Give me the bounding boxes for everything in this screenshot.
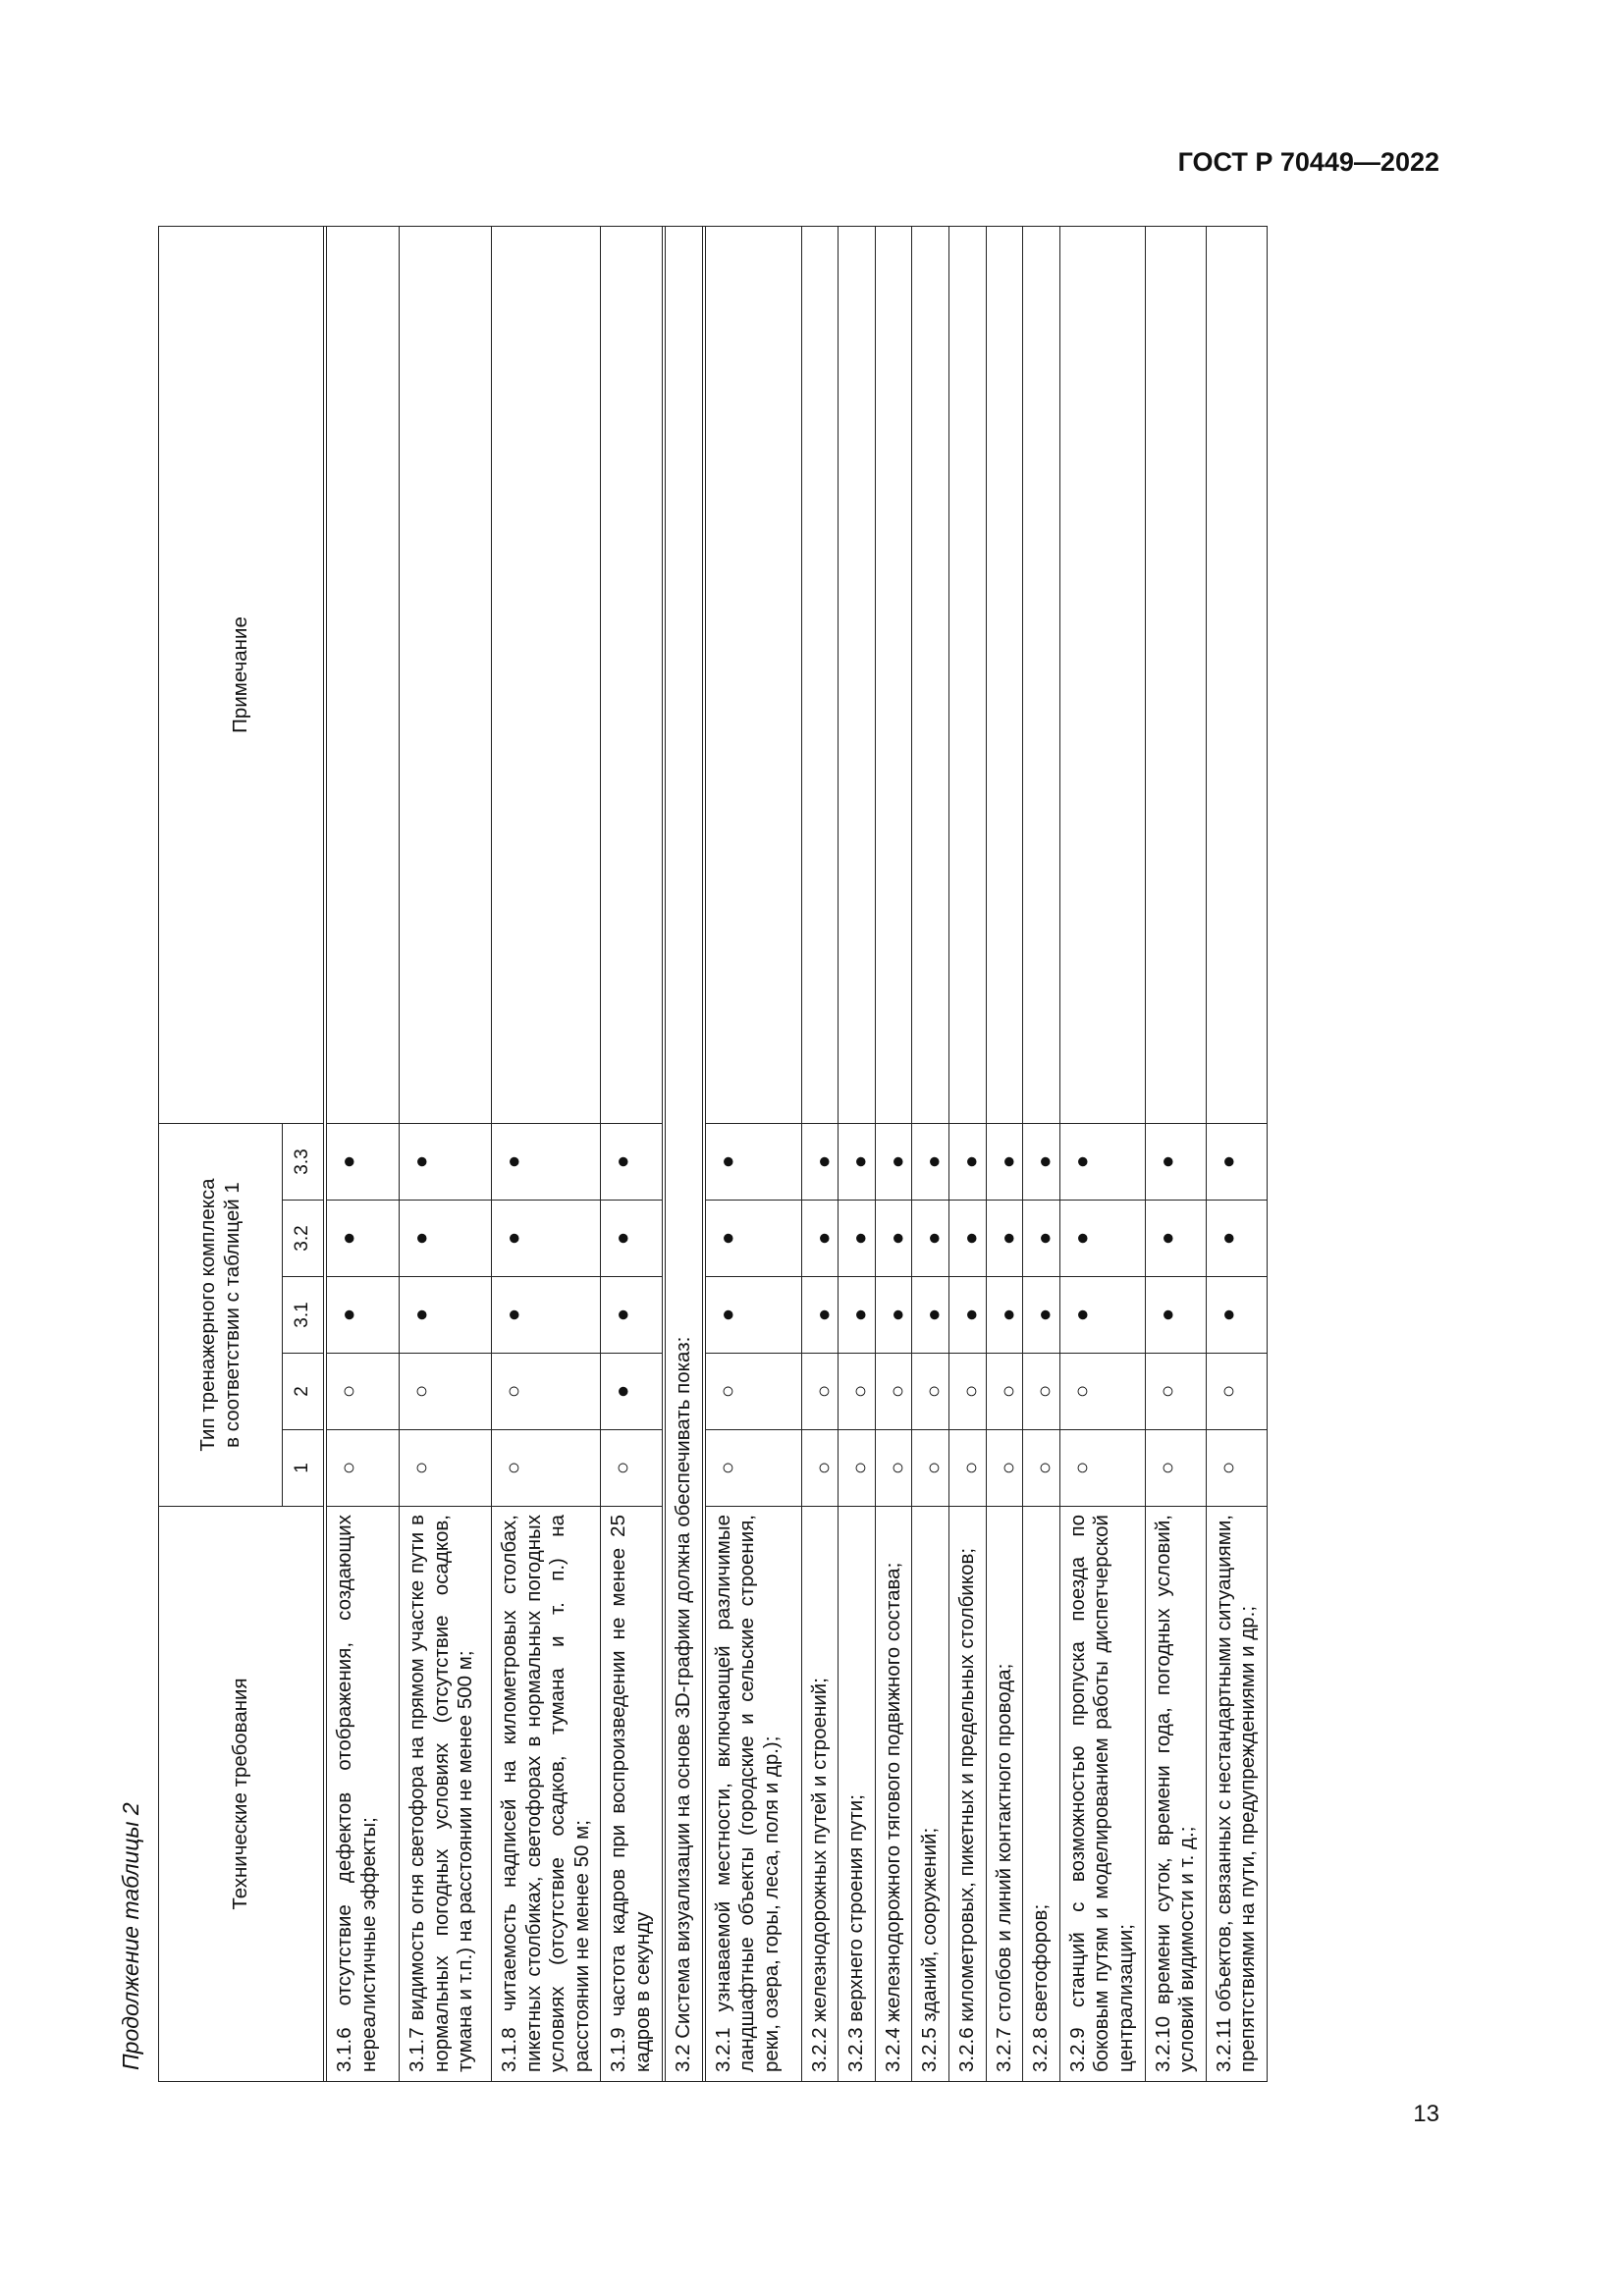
mark-type-3-2: ● (1206, 1201, 1267, 1277)
mark-type-2: ○ (705, 1354, 801, 1430)
mark-type-3-2: ● (912, 1201, 949, 1277)
mark-type-1: ○ (705, 1430, 801, 1507)
header-type-line2: в соответствии с таблицей 1 (220, 1182, 244, 1448)
mark-type-3-1: ● (1206, 1277, 1267, 1354)
requirements-table (158, 226, 1268, 2082)
mark-type-1: ○ (912, 1430, 949, 1507)
mark-type-2: ○ (839, 1354, 876, 1430)
note-cell (1145, 226, 1206, 1123)
table-row (875, 226, 912, 2081)
mark-type-3-1: ● (801, 1277, 839, 1354)
mark-type-3-1: ● (327, 1277, 400, 1354)
table-row (492, 226, 601, 2081)
mark-type-3-1: ● (1059, 1277, 1145, 1354)
mark-type-3-2: ● (801, 1201, 839, 1277)
mark-type-3-3: ● (1145, 1123, 1206, 1200)
table-row (400, 226, 492, 2081)
table-row (839, 226, 876, 2081)
mark-type-1: ○ (948, 1430, 986, 1507)
note-cell (601, 226, 662, 1123)
note-cell (875, 226, 912, 1123)
mark-type-3-1: ● (986, 1277, 1023, 1354)
mark-type-3-1: ● (875, 1277, 912, 1354)
mark-type-3-2: ● (1059, 1201, 1145, 1277)
mark-type-3-3: ● (327, 1123, 400, 1200)
mark-type-1: ○ (986, 1430, 1023, 1507)
mark-type-3-3: ● (1206, 1123, 1267, 1200)
mark-type-3-3: ● (1023, 1123, 1060, 1200)
requirement-text: 3.2.5 зданий, сооружений; (912, 1507, 949, 2082)
mark-type-3-2: ● (601, 1201, 662, 1277)
note-cell (912, 226, 949, 1123)
mark-type-2: ○ (1023, 1354, 1060, 1430)
header-requirements: Технические требования (159, 1507, 324, 2082)
table-row (327, 226, 400, 2081)
mark-type-2: ○ (492, 1354, 601, 1430)
mark-type-3-1: ● (948, 1277, 986, 1354)
standard-code: ГОСТ Р 70449—2022 (1177, 147, 1439, 177)
note-cell (948, 226, 986, 1123)
header-type-3-2: 3.2 (283, 1201, 324, 1277)
mark-type-2: ○ (986, 1354, 1023, 1430)
note-cell (327, 226, 400, 1123)
table-row (948, 226, 986, 2081)
requirement-text: 3.2.1 узнаваемой местности, включающей различимые ландшафтные объекты (городские и сельские строения, реки, озера, горы, леса, поля и др.); (705, 1507, 801, 2082)
section-row (665, 226, 702, 2081)
table-row (1023, 226, 1060, 2081)
table-row (705, 226, 801, 2081)
header-type-3-3: 3.3 (283, 1123, 324, 1200)
mark-type-1: ○ (801, 1430, 839, 1507)
mark-type-1: ○ (1059, 1430, 1145, 1507)
table-row (601, 226, 662, 2081)
mark-type-3-3: ● (986, 1123, 1023, 1200)
requirement-text: 3.2.9 станций с возможностью пропуска поезда по боковым путям и моделированием работы диспетчерской централизации; (1059, 1507, 1145, 2082)
mark-type-2: ○ (1206, 1354, 1267, 1430)
mark-type-3-3: ● (1059, 1123, 1145, 1200)
requirement-text: 3.2.8 светофоров; (1023, 1507, 1060, 2082)
note-cell (705, 226, 801, 1123)
mark-type-3-3: ● (912, 1123, 949, 1200)
mark-type-3-1: ● (1023, 1277, 1060, 1354)
mark-type-3-3: ● (875, 1123, 912, 1200)
mark-type-3-1: ● (839, 1277, 876, 1354)
mark-type-3-2: ● (986, 1201, 1023, 1277)
header-type-group (159, 1123, 283, 1506)
table-row (1059, 226, 1145, 2081)
requirement-text: 3.1.8 читаемость надписей на километровых столбах, пикетных столбиках, светофорах в нормальных погодных условиях (отсутствие осадков, тумана и т. п.) на расстоянии не менее 50 м; (492, 1507, 601, 2082)
mark-type-2: ○ (327, 1354, 400, 1430)
note-cell (801, 226, 839, 1123)
mark-type-3-2: ● (1023, 1201, 1060, 1277)
mark-type-1: ○ (839, 1430, 876, 1507)
note-cell (492, 226, 601, 1123)
mark-type-1: ○ (601, 1430, 662, 1507)
header-note: Примечание (159, 226, 324, 1123)
mark-type-2: ○ (948, 1354, 986, 1430)
mark-type-2: ○ (801, 1354, 839, 1430)
header-type-2: 2 (283, 1354, 324, 1430)
note-cell (839, 226, 876, 1123)
requirement-text: 3.2.3 верхнего строения пути; (839, 1507, 876, 2082)
mark-type-3-1: ● (705, 1277, 801, 1354)
mark-type-1: ○ (327, 1430, 400, 1507)
mark-type-3-3: ● (492, 1123, 601, 1200)
mark-type-3-2: ● (492, 1201, 601, 1277)
mark-type-3-3: ● (400, 1123, 492, 1200)
mark-type-2: ○ (400, 1354, 492, 1430)
mark-type-3-1: ● (601, 1277, 662, 1354)
mark-type-3-2: ● (948, 1201, 986, 1277)
mark-type-3-3: ● (948, 1123, 986, 1200)
mark-type-3-2: ● (1145, 1201, 1206, 1277)
mark-type-1: ○ (875, 1430, 912, 1507)
table-row (801, 226, 839, 2081)
mark-type-1: ○ (1206, 1430, 1267, 1507)
mark-type-3-3: ● (601, 1123, 662, 1200)
mark-type-1: ○ (1145, 1430, 1206, 1507)
mark-type-3-3: ● (801, 1123, 839, 1200)
note-cell (1206, 226, 1267, 1123)
mark-type-3-1: ● (1145, 1277, 1206, 1354)
table-row (912, 226, 949, 2081)
note-cell (400, 226, 492, 1123)
mark-type-3-2: ● (839, 1201, 876, 1277)
section-heading: 3.2 Система визуализации на основе 3D-графики должна обеспечивать показ: (665, 226, 702, 2081)
requirement-text: 3.2.11 объектов, связанных с нестандартными ситуациями, препятствиями на пути, предупреждениями и др.; (1206, 1507, 1267, 2082)
mark-type-3-1: ● (492, 1277, 601, 1354)
requirement-text: 3.2.10 времени суток, времени года, погодных условий, условий видимости и т. д.; (1145, 1507, 1206, 2082)
requirement-text: 3.2.2 железнодорожных путей и строений; (801, 1507, 839, 2082)
table-row (1145, 226, 1206, 2081)
requirement-text: 3.1.9 частота кадров при воспроизведении не менее 25 кадров в секунду (601, 1507, 662, 2082)
mark-type-2: ○ (1145, 1354, 1206, 1430)
mark-type-2: ● (601, 1354, 662, 1430)
requirement-text: 3.2.7 столбов и линий контактного провода; (986, 1507, 1023, 2082)
mark-type-3-2: ● (400, 1201, 492, 1277)
table-row (1206, 226, 1267, 2081)
mark-type-3-1: ● (400, 1277, 492, 1354)
mark-type-3-3: ● (839, 1123, 876, 1200)
requirement-text: 3.1.7 видимость огня светофора на прямом участке пути в нормальных погодных условиях (отсутствие осадков, тумана и т.п.) на расстоянии не менее 500 м; (400, 1507, 492, 2082)
header-type-line1: Тип тренажерного комплекса (195, 1178, 219, 1452)
mark-type-3-2: ● (875, 1201, 912, 1277)
note-cell (1059, 226, 1145, 1123)
mark-type-1: ○ (400, 1430, 492, 1507)
mark-type-3-2: ● (327, 1201, 400, 1277)
table-row (986, 226, 1023, 2081)
mark-type-2: ○ (912, 1354, 949, 1430)
header-type-3-1: 3.1 (283, 1277, 324, 1354)
rotated-table-area (103, 227, 1419, 2082)
note-cell (1023, 226, 1060, 1123)
mark-type-3-3: ● (705, 1123, 801, 1200)
page-number: 13 (1413, 2101, 1439, 2127)
table-caption: Продолжение таблицы 2 (118, 1802, 143, 2070)
requirement-text: 3.2.4 железнодорожного тягового подвижного состава; (875, 1507, 912, 2082)
header-type-1: 1 (283, 1430, 324, 1507)
mark-type-2: ○ (1059, 1354, 1145, 1430)
mark-type-1: ○ (492, 1430, 601, 1507)
requirement-text: 3.2.6 километровых, пикетных и предельных столбиков; (948, 1507, 986, 2082)
requirement-text: 3.1.6 отсутствие дефектов отображения, создающих нереалистичные эффекты; (327, 1507, 400, 2082)
mark-type-3-2: ● (705, 1201, 801, 1277)
mark-type-1: ○ (1023, 1430, 1060, 1507)
mark-type-2: ○ (875, 1354, 912, 1430)
mark-type-3-1: ● (912, 1277, 949, 1354)
note-cell (986, 226, 1023, 1123)
